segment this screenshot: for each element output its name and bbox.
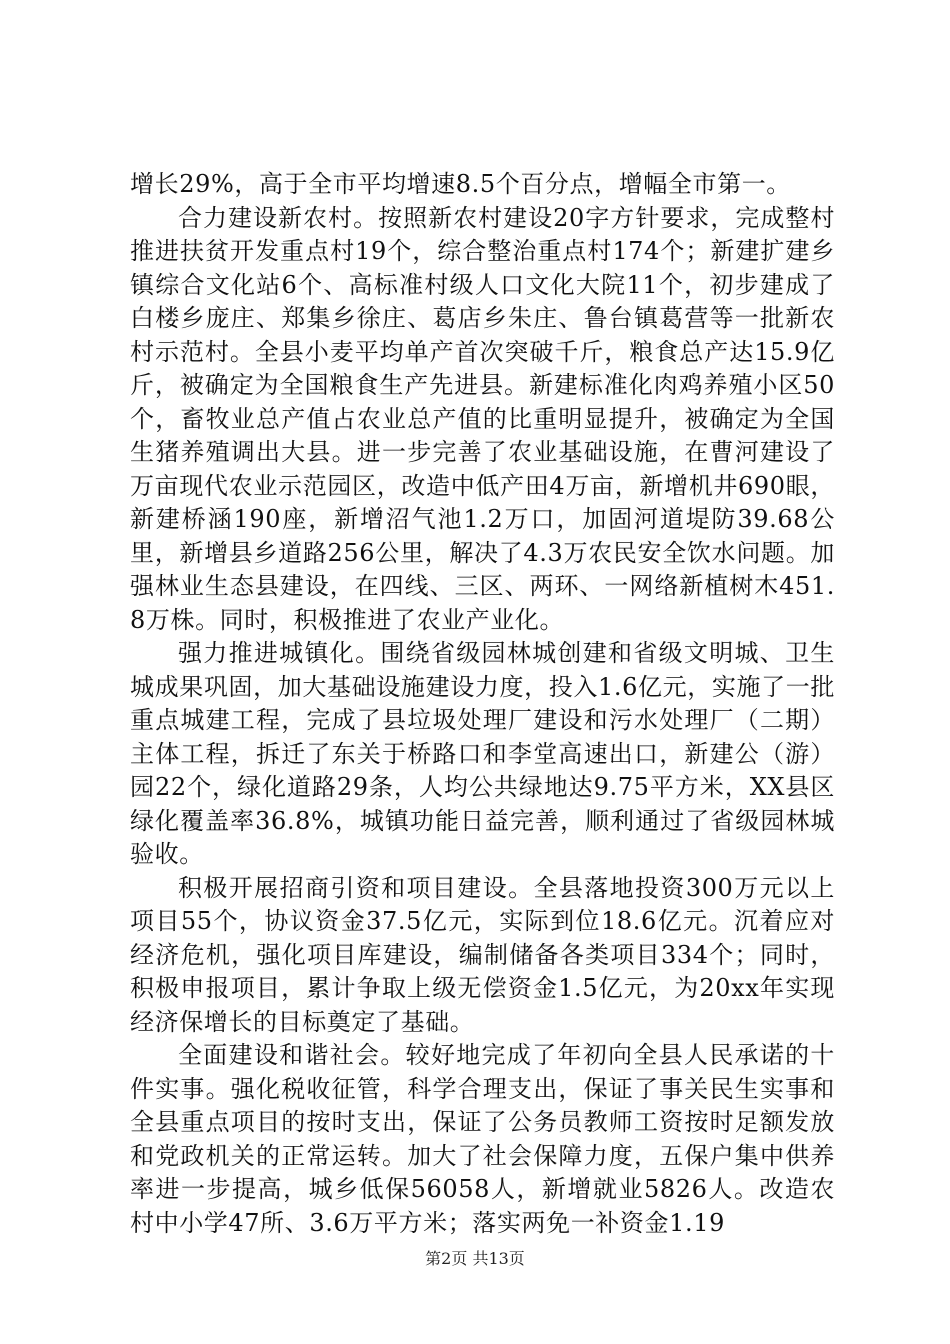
paragraph-urbanization: 强力推进城镇化。围绕省级园林城创建和省级文明城、卫生城成果巩固，加大基础设施建设力度，投入1.6亿元，实施了一批重点城建工程，完成了县垃圾处理厂建设和污水处理厂（二期）主体工程，拆迁了东关于桥路口和李堂高速出口，新建公（游）园22个，绿化道路29条，人均公共绿地达9.75平方米，XX县区绿化覆盖率36.8%，城镇功能日益完善，顺利通过了省级园林城验收。 [130, 639, 835, 868]
paragraph-new-countryside: 合力建设新农村。按照新农村建设20字方针要求，完成整村推进扶贫开发重点村19个，综合整治重点村174个；新建扩建乡镇综合文化站6个、高标准村级人口文化大院11个，初步建成了白楼乡庞庄、郑集乡徐庄、葛店乡朱庄、鲁台镇葛营等一批新农村示范村。全县小麦平均单产首次突破千斤，粮食总产达15.9亿斤，被确定为全国粮食生产先进县。新建标准化肉鸡养殖小区50个，畜牧业总产值占农业总产值的比重明显提升，被确定为全国生猪养殖调出大县。进一步完善了农业基础设施，在曹河建设了万亩现代农业示范园区，改造中低产田4万亩，新增机井690眼，新建桥涵190座，新增沼气池1.2万口，加固河道堤防39.68公里，新增县乡道路256公里，解决了4.3万农民安全饮水问题。加强林业生态县建设，在四线、三区、两环、一网络新植树木451.8万株。同时，积极推进了农业产业化。 [130, 203, 835, 634]
document-body [130, 168, 835, 1240]
page-number-footer: 第2页 共13页 [425, 1249, 525, 1268]
paragraph-harmonious-society: 全面建设和谐社会。较好地完成了年初向全县人民承诺的十件实事。强化税收征管，科学合理支出，保证了事关民生实事和全县重点项目的按时支出，保证了公务员教师工资按时足额发放和党政机关的正常运转。加大了社会保障力度，五保户集中供养率进一步提高，城乡低保56058人，新增就业5826人。改造农村中小学47所、3.6万平方米；落实两免一补资金1.19 [130, 1041, 835, 1237]
paragraph-continuation: 增长29%，高于全市平均增速8.5个百分点，增幅全市第一。 [130, 170, 791, 198]
paragraph-investment: 积极开展招商引资和项目建设。全县落地投资300万元以上项目55个，协议资金37.5亿元，实际到位18.6亿元。沉着应对经济危机，强化项目库建设，编制储备各类项目334个；同时，积极申报项目，累计争取上级无偿资金1.5亿元，为20xx年实现经济保增长的目标奠定了基础。 [130, 873, 835, 1036]
